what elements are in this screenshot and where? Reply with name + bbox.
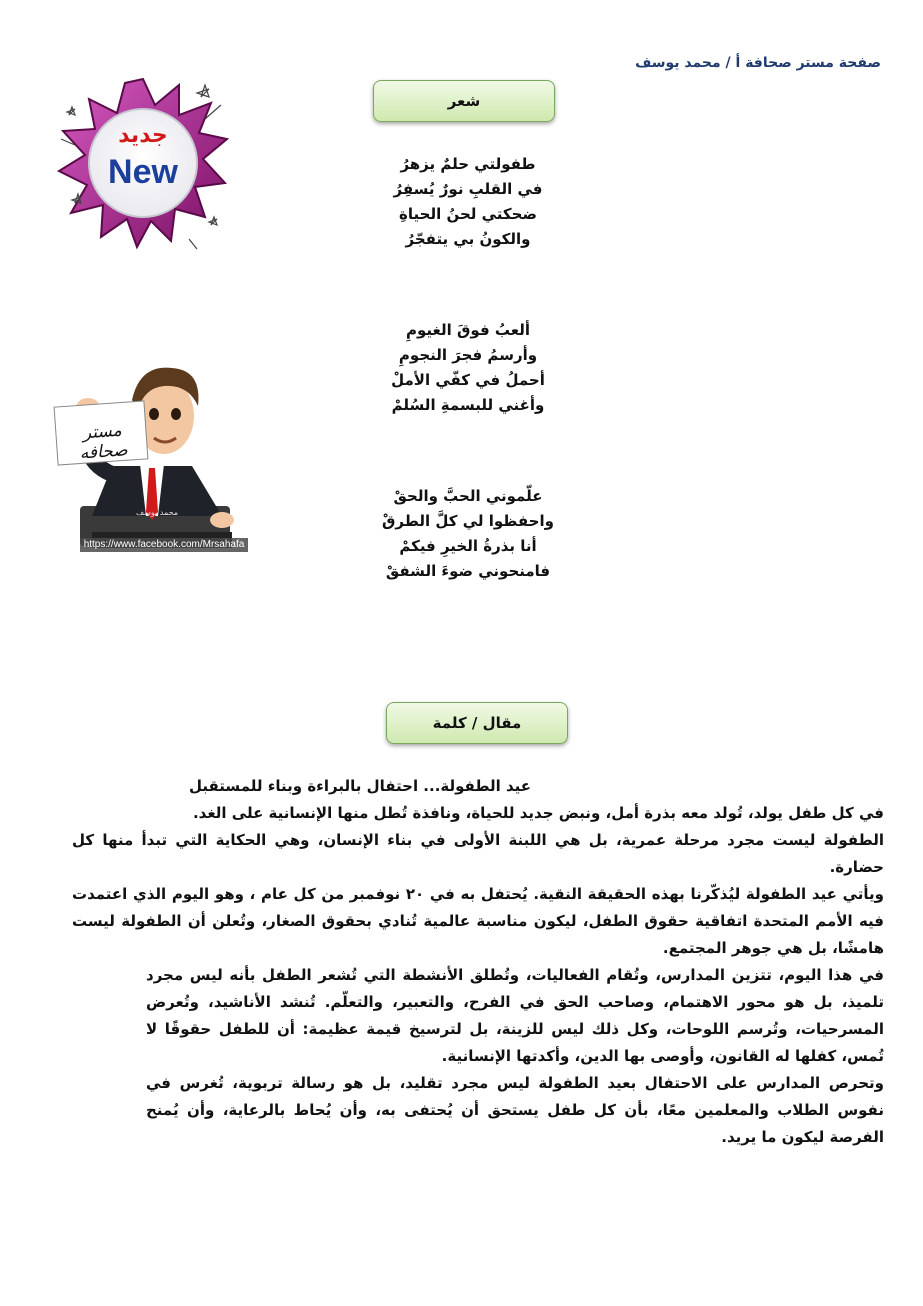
article-paragraph: الطفولة ليست مجرد مرحلة عمرية، بل هي اللبنة الأولى في بناء الإنسان، وهي الحكاية التي تبدأ منها كل حضارة. <box>72 831 884 876</box>
mascot-url: https://www.facebook.com/Mrsahafa <box>83 539 245 550</box>
article-paragraph: وتحرص المدارس على الاحتفال بعيد الطفولة ليس مجرد تقليد، بل هو رسالة تربوية، تُغرس في نفوس الطلاب والمعلمين معًا، بأن كل طفل يستحق أن يُحتفى به، وأن يُحاط بالرعاية، وأن يُمنح الفرصة ليكون ما يريد. <box>146 1074 884 1146</box>
poem-line: علّموني الحبَّ والحقْ <box>393 487 543 505</box>
article-body <box>72 800 884 1151</box>
poem-section-label <box>373 80 555 122</box>
poem-label-text: شعر <box>447 92 481 110</box>
mascot-illustration <box>52 356 248 562</box>
poem-line: ألعبُ فوقَ الغيومِ <box>406 321 530 339</box>
article-paragraph: في هذا اليوم، تتزين المدارس، وتُقام الفعاليات، وتُطلق الأنشطة التي تُشعر الطفل بأنه ليس مجرد تلميذ، بل هو محور الاهتمام، وصاحب الحق في الفرح، والتعبير، والتعلّم. تُنشد الأناشيد، وتُعرض المسرحيات، وتُرسم اللوحات، وكل ذلك ليس للزينة، بل لترسيخ قيمة عظيمة: أن للطفل حقوقًا لا تُمس، كفلها له القانون، وأوصى بها الدين، وأكدتها الإنسانية. <box>146 966 884 1065</box>
new-badge <box>55 75 231 251</box>
article-paragraph: في كل طفل يولد، تُولد معه بذرة أمل، ونبض جديد للحياة، ونافذة تُطل منها الإنسانية على الغد. <box>192 804 884 822</box>
article-title: عيد الطفولة... احتفال بالبراءة وبناء للمستقبل <box>189 777 531 795</box>
poem-line: ضحكتي لحنُ الحياةِ <box>399 205 537 223</box>
poem-line: وأرسمُ فجرَ النجومِ <box>398 346 538 364</box>
poem-stanza-3 <box>368 484 568 584</box>
badge-english-text: New <box>108 153 178 191</box>
poem-line: واحفظوا لي كلَّ الطرقْ <box>382 512 554 530</box>
poem-line: فامنحوني ضوءَ الشفقْ <box>385 562 551 580</box>
poem-line: أنا بذرةُ الخيرِ فيكمْ <box>399 537 537 555</box>
poem-stanza-1 <box>368 152 568 252</box>
poem-line: طفولتي حلمٌ يزهرُ <box>400 155 536 173</box>
article-paragraph: ويأتي عيد الطفولة ليُذكّرنا بهذه الحقيقة النقية. يُحتفل به في ٢٠ نوفمبر من كل عام ، وهو اليوم الذي اعتمدت فيه الأمم المتحدة اتفاقية حقوق الطفل، ليكون مناسبة عالمية تُنادي بحقوق الصغار، وتُعلن أن الطفولة ليست هامشًا، بل هي جوهر المجتمع. <box>72 885 884 957</box>
poem-stanza-2 <box>368 318 568 418</box>
mascot-name-tag: محمد يوسف <box>135 508 179 517</box>
page-credit: صفحة مستر صحافة أ / محمد يوسف <box>635 55 881 71</box>
poem-line: في القلبِ نورٌ يُسفِرُ <box>393 180 543 198</box>
poem-line: وأغني للبسمةِ السُلمْ <box>391 396 545 414</box>
article-label-text: مقال / كلمة <box>432 714 522 732</box>
badge-arabic-text: جديد <box>118 123 168 148</box>
poem-line: أحملُ في كفّي الأملْ <box>391 371 545 389</box>
poem-line: والكونُ بي يتفجّرُ <box>405 230 531 248</box>
article-section-label <box>386 702 568 744</box>
mascot-card-text: مستر صحافه <box>79 420 129 464</box>
